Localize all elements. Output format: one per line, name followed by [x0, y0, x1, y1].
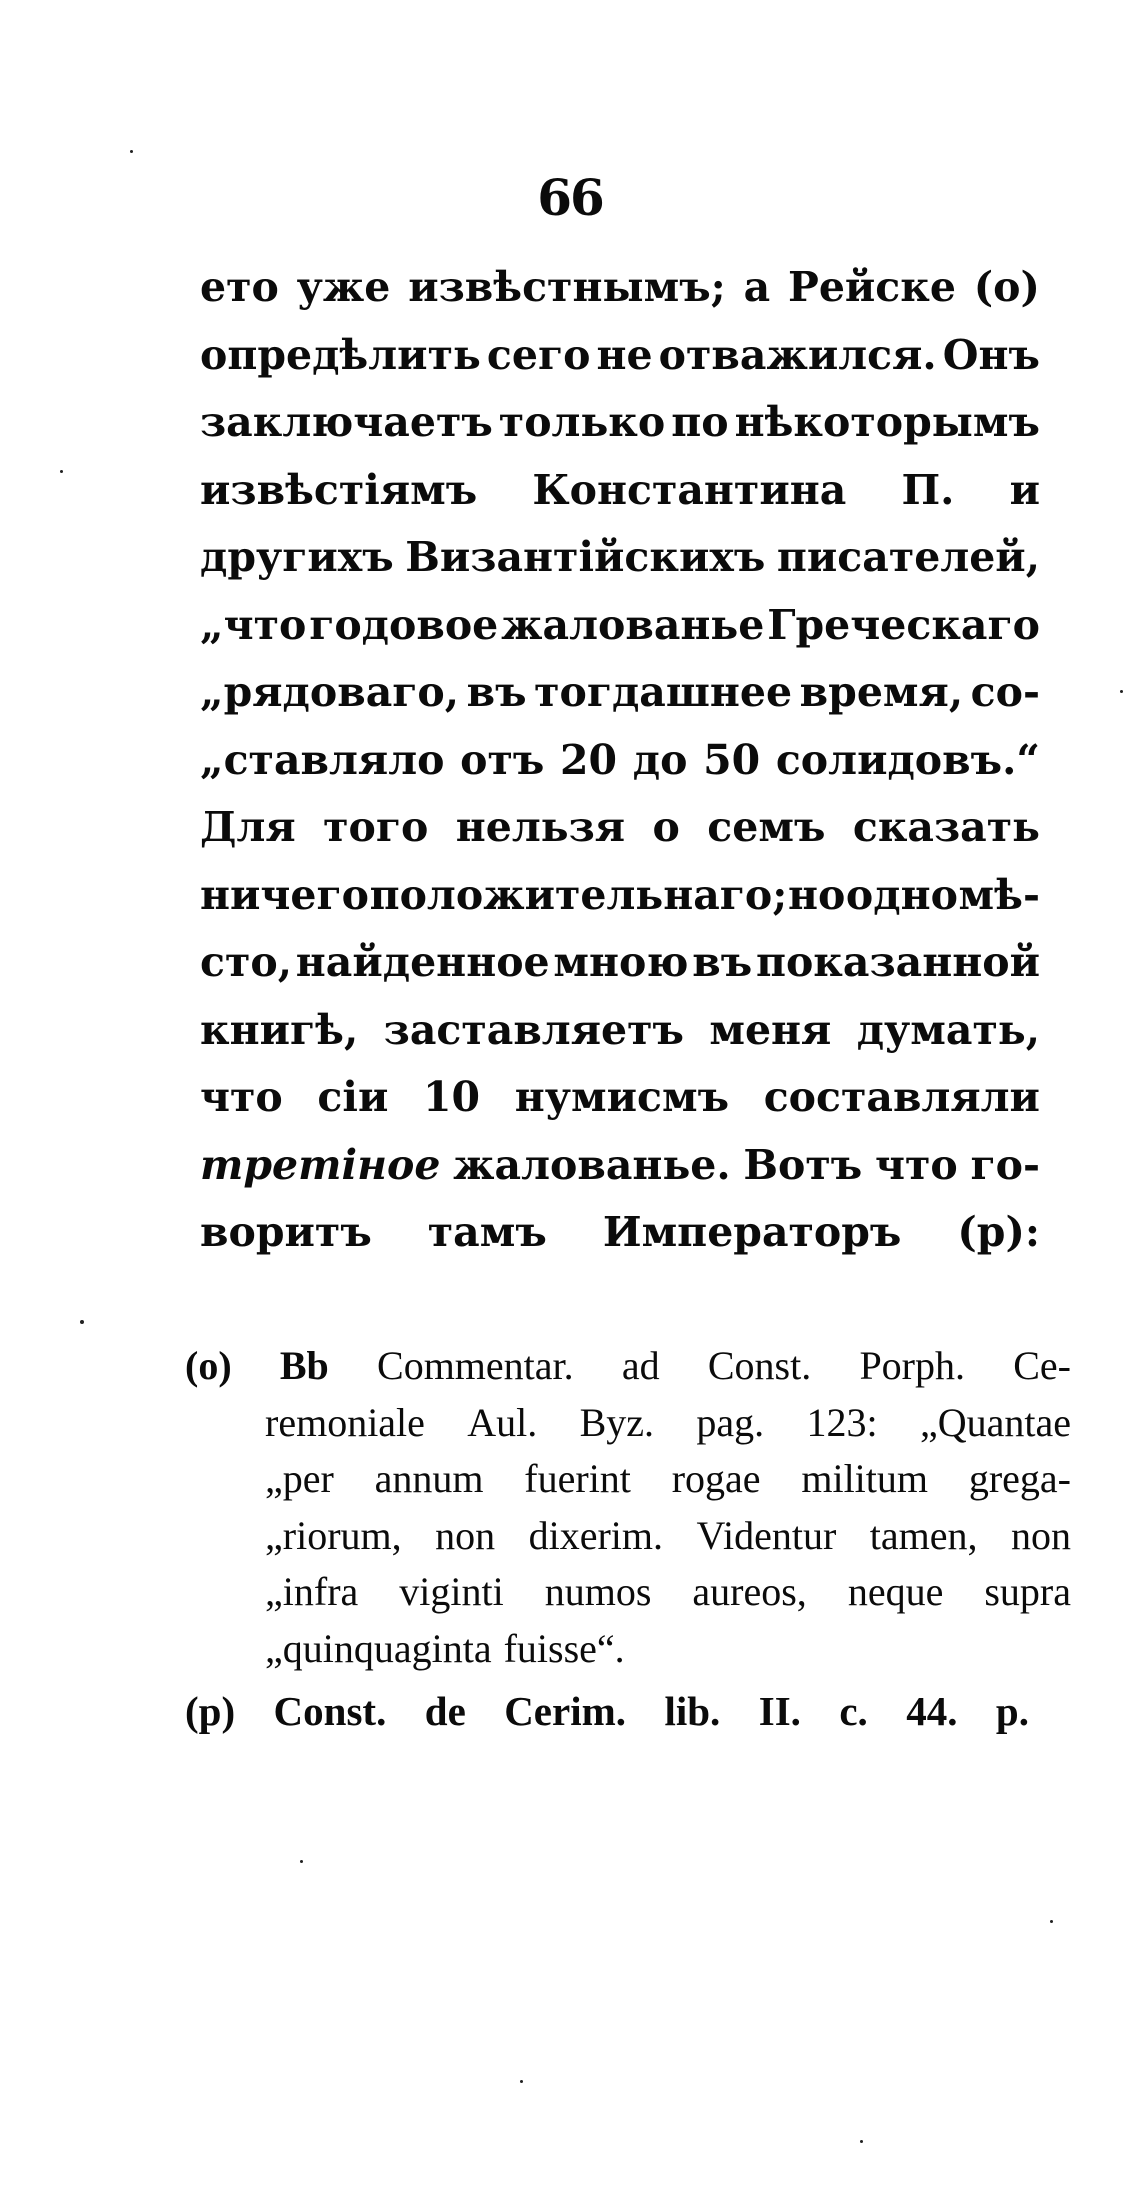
word: въ [692, 938, 753, 986]
footnote-word: remoniale [265, 1399, 425, 1445]
word: что [874, 1140, 958, 1189]
word: того [323, 803, 429, 851]
word: другихъ [200, 533, 394, 581]
footnote-line [185, 1625, 1071, 1682]
footnote-word: 123: [806, 1399, 878, 1445]
word: меня [709, 1005, 832, 1054]
text-line [200, 668, 1040, 736]
footnote-word: lib. [664, 1688, 721, 1734]
word: третіное [200, 1140, 441, 1189]
footnote-line [185, 1342, 1071, 1399]
word: время, [799, 668, 964, 716]
word: нѣкоторымъ [734, 398, 1040, 446]
word: „что [200, 600, 307, 649]
scan-speck [1120, 690, 1123, 693]
scan-speck [60, 470, 63, 473]
word: до [632, 735, 688, 784]
scan-speck [860, 2140, 863, 2143]
word: извѣстнымъ; [408, 263, 726, 311]
footnote-word: ad [621, 1343, 660, 1388]
footnote-word: de [424, 1688, 466, 1734]
text-line [200, 533, 1040, 601]
text-line [200, 1006, 1040, 1074]
footnote-word: dixerim. [528, 1512, 664, 1558]
word: и [1009, 465, 1040, 514]
word: П. [901, 465, 955, 514]
footnote-word: „infra [265, 1569, 359, 1614]
footnote-word: supra [984, 1569, 1071, 1614]
word: ничего [200, 870, 369, 919]
word: тогдашнее [534, 668, 793, 716]
text-line [200, 398, 1040, 466]
word: но [787, 870, 846, 919]
word: только [498, 398, 666, 446]
word: заключаетъ [200, 398, 493, 446]
word: сто, [200, 938, 292, 986]
word: отъ [460, 735, 545, 784]
text-line [200, 1073, 1040, 1141]
page-number: 66 [537, 168, 603, 227]
footnote-word: non [1011, 1512, 1071, 1558]
footnote-word: neque [847, 1569, 944, 1614]
word: семъ [707, 803, 826, 851]
scan-speck [130, 150, 133, 153]
word: тамъ [427, 1208, 547, 1256]
footnote-word: fuisse“. [503, 1625, 625, 1671]
footnote-word: viginti [399, 1569, 504, 1614]
footnote-word: 44. [906, 1688, 958, 1734]
word: извѣстіямъ [200, 465, 478, 514]
footnote-line [185, 1687, 1029, 1747]
scan-speck [300, 1860, 303, 1863]
footnotes [185, 1342, 1071, 1747]
text-line [200, 263, 1040, 331]
footnote-word: Const. [273, 1688, 387, 1734]
word: мною [553, 938, 689, 986]
word: по [671, 398, 729, 446]
word: го- [970, 1140, 1040, 1189]
word: составляли [763, 1073, 1040, 1121]
footnote-word: Commentar. [377, 1343, 574, 1388]
word: не [596, 330, 653, 379]
word: воритъ [200, 1208, 372, 1256]
footnote-word: Videntur [696, 1512, 837, 1558]
word: Для [200, 803, 296, 851]
word: „ставляло [200, 735, 445, 784]
text-line [200, 1141, 1040, 1209]
word: сіи [317, 1073, 389, 1121]
footnote-word: (p) [185, 1688, 236, 1734]
word: (р): [957, 1208, 1040, 1256]
word: годовое [309, 600, 499, 649]
word: думать, [856, 1005, 1040, 1054]
word: отважился. [658, 330, 937, 379]
footnote-word: Aul. [467, 1399, 538, 1445]
word: Константина [532, 465, 847, 514]
text-line [200, 331, 1040, 399]
word: жалованье. [453, 1140, 731, 1189]
word: Онъ [942, 330, 1040, 379]
word: уже [296, 263, 391, 311]
text-line [200, 601, 1040, 669]
word: найденное [295, 938, 550, 986]
footnote-word: grega- [968, 1456, 1071, 1501]
word: писателей, [776, 533, 1040, 581]
footnote-word: „Quantae [919, 1399, 1071, 1445]
word: опредѣлить [200, 330, 481, 379]
footnote-word: fuerint [524, 1456, 631, 1501]
word: заставляетъ [383, 1005, 684, 1054]
footnote-word: Cerim. [504, 1688, 627, 1734]
footnote-word: Ce- [1013, 1343, 1071, 1388]
footnote-word: tamen, [869, 1512, 978, 1558]
footnote-word: rogae [671, 1456, 761, 1501]
footnote-line [185, 1455, 1071, 1512]
word: о [652, 803, 680, 851]
word: 50 [703, 735, 761, 784]
footnote-word: pag. [696, 1399, 765, 1445]
footnote-word: p. [995, 1688, 1029, 1734]
footnote-word: numos [544, 1569, 652, 1614]
word: Вотъ [743, 1140, 863, 1189]
footnote-word: „riorum, [265, 1512, 402, 1558]
footnote-word: II. [758, 1688, 801, 1734]
text-line [200, 736, 1040, 804]
text-line [200, 938, 1040, 1006]
word: а [743, 263, 771, 311]
footnote-word: c. [839, 1688, 868, 1734]
word: въ [466, 668, 527, 716]
word: со- [970, 668, 1040, 716]
footnote-word: „per [265, 1456, 334, 1501]
word: сказать [852, 803, 1040, 851]
word: книгѣ, [200, 1005, 359, 1054]
footnote-word: militum [801, 1456, 929, 1501]
footnote-word: non [435, 1512, 496, 1558]
word: солидовъ.“ [775, 735, 1040, 784]
footnote-word: Bb [279, 1343, 329, 1388]
scan-speck [80, 1320, 84, 1324]
word: нумисмъ [514, 1073, 730, 1121]
footnote-word: „quinquaginta [265, 1625, 492, 1671]
footnote-word: aureos, [692, 1569, 807, 1614]
footnote-word: Porph. [859, 1343, 966, 1388]
word: Византійскихъ [405, 533, 766, 581]
word: что [200, 1073, 283, 1121]
footnote-word: Byz. [579, 1399, 655, 1445]
text-line [200, 803, 1040, 871]
scan-speck [1050, 1920, 1053, 1923]
footnote-line [185, 1512, 1071, 1569]
word: Императоръ [602, 1208, 902, 1256]
word: одно [845, 870, 958, 919]
footnote-line [185, 1568, 1071, 1625]
text-line [200, 1208, 1040, 1276]
word: ето [200, 263, 279, 311]
text-line [200, 871, 1040, 939]
word: мѣ- [958, 870, 1040, 919]
word: (о) [973, 263, 1040, 311]
text-line [200, 466, 1040, 534]
word: положительнаго; [369, 870, 788, 919]
footnote-word: annum [374, 1456, 484, 1501]
word: 10 [423, 1073, 481, 1121]
scan-speck [520, 2080, 523, 2083]
word: Греческаго [767, 600, 1040, 649]
word: 20 [560, 735, 618, 784]
word: сего [486, 330, 591, 379]
word: Рейске [787, 263, 956, 311]
word: показанной [755, 938, 1040, 986]
word: жалованье [501, 600, 765, 649]
word: „рядоваго, [200, 668, 460, 716]
footnote-word: Const. [707, 1343, 812, 1388]
word: нельзя [455, 803, 626, 851]
footnote-word: (o) [185, 1343, 232, 1388]
footnote-line [185, 1399, 1071, 1456]
main-text [200, 263, 1040, 1276]
